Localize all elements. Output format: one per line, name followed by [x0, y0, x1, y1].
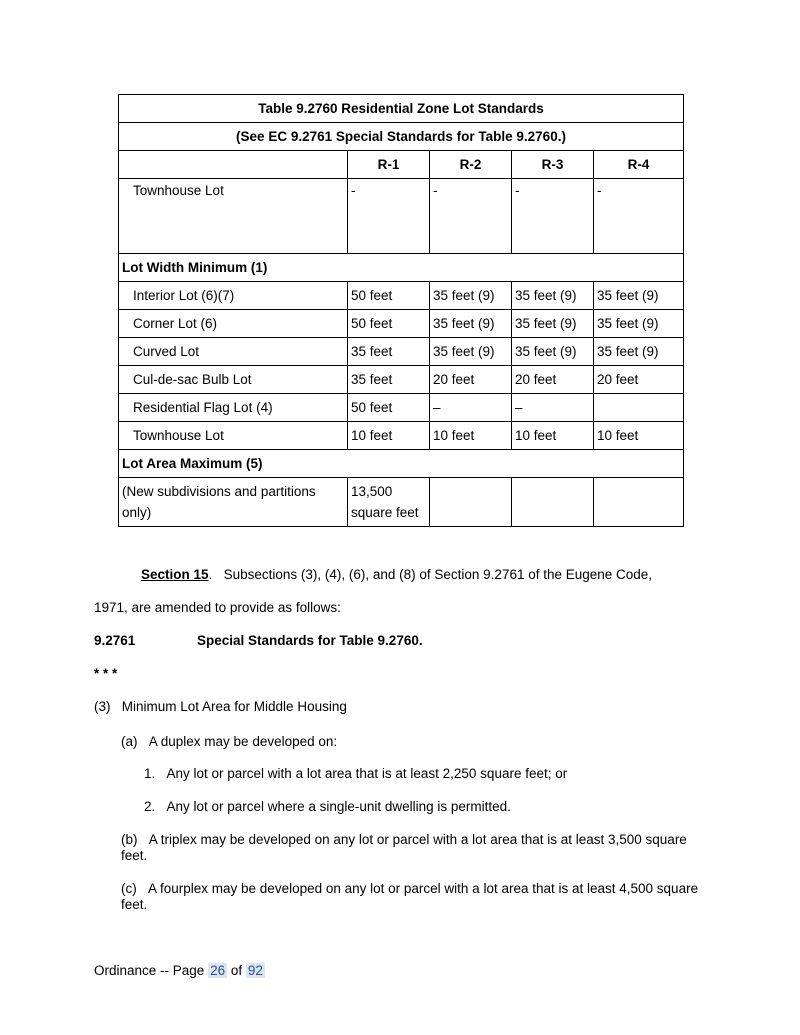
row-label: Cul-de-sac Bulb Lot: [119, 366, 348, 394]
row-label: Curved Lot: [119, 338, 348, 366]
row-label-line: (New subdivisions and partitions: [122, 484, 316, 499]
footer-page-number: 26: [210, 963, 226, 978]
row-label: Townhouse Lot: [119, 422, 348, 450]
row-label: [119, 478, 348, 527]
table-cell: -: [348, 179, 430, 254]
table-row: [119, 422, 684, 450]
table-cell: 10 feet: [512, 422, 594, 450]
table-cell: 50 feet: [348, 310, 430, 338]
heading-number: 9.2761: [94, 633, 136, 648]
section-row-lot-area: [119, 450, 684, 478]
item-a-1: 1. Any lot or parcel with a lot area that is at least 2,250 square feet; or: [144, 766, 568, 781]
column-header-r2: R-2: [430, 151, 512, 179]
column-header-r3: R-3: [512, 151, 594, 179]
table-cell: 35 feet (9): [512, 310, 594, 338]
table-subtitle: (See EC 9.2761 Special Standards for Table 9.2760.): [119, 123, 684, 151]
section-period: .: [208, 567, 213, 582]
row-label: Residential Flag Lot (4): [119, 394, 348, 422]
table-cell: [348, 478, 430, 527]
footer-prefix: Ordinance -- Page: [94, 963, 205, 978]
table-cell: –: [512, 394, 594, 422]
table-cell: -: [512, 179, 594, 254]
item-a-2: 2. Any lot or parcel where a single-unit dwelling is permitted.: [144, 799, 511, 814]
section-heading: Lot Area Maximum (5): [119, 450, 684, 478]
table-subtitle-row: [119, 123, 684, 151]
section-text-continued: 1971, are amended to provide as follows:: [94, 600, 341, 615]
section-label: Section 15: [141, 567, 209, 582]
cell-line: square feet: [351, 505, 419, 520]
table-cell: 50 feet: [348, 282, 430, 310]
section-text: Subsections (3), (4), (6), and (8) of Section 9.2761 of the Eugene Code,: [223, 567, 653, 582]
item-3: (3) Minimum Lot Area for Middle Housing: [94, 699, 347, 714]
cell-line: 13,500: [351, 484, 393, 499]
table-cell: 50 feet: [348, 394, 430, 422]
section-intro-line: [141, 567, 652, 582]
table-cell: -: [594, 179, 684, 254]
table-title-row: [119, 95, 684, 123]
table-cell: –: [430, 394, 512, 422]
section-row-lot-width: [119, 254, 684, 282]
table-title: Table 9.2760 Residential Zone Lot Standards: [119, 95, 684, 123]
item-b: (b) A triplex may be developed on any lot or parcel with a lot area that is at least 3,500 square feet.: [121, 832, 687, 863]
table-cell: [594, 478, 684, 527]
lot-standards-table: [118, 94, 684, 527]
table-cell: 10 feet: [348, 422, 430, 450]
table-cell: 20 feet: [430, 366, 512, 394]
table-cell: 35 feet (9): [430, 338, 512, 366]
table-cell: 35 feet: [348, 338, 430, 366]
footer-total-pages: 92: [247, 963, 263, 978]
table-header-row: [119, 151, 684, 179]
table-cell: 35 feet (9): [512, 338, 594, 366]
table-cell: -: [430, 179, 512, 254]
table-cell: 35 feet (9): [594, 310, 684, 338]
column-header-r1: R-1: [348, 151, 430, 179]
row-label-line: only): [122, 505, 152, 520]
table-row: [119, 179, 684, 254]
table-cell: 10 feet: [594, 422, 684, 450]
table-cell: 20 feet: [594, 366, 684, 394]
table-row: [119, 282, 684, 310]
table-cell: [512, 478, 594, 527]
table-row: [119, 366, 684, 394]
table-cell: 35 feet (9): [594, 338, 684, 366]
section-heading: Lot Width Minimum (1): [119, 254, 684, 282]
table-cell: 35 feet (9): [430, 310, 512, 338]
heading-title: Special Standards for Table 9.2760.: [197, 633, 423, 648]
table-cell: 35 feet: [348, 366, 430, 394]
table-cell: 20 feet: [512, 366, 594, 394]
footer-of: of: [230, 963, 243, 978]
table-row: [119, 310, 684, 338]
table-cell: 10 feet: [430, 422, 512, 450]
table-cell: [430, 478, 512, 527]
column-header-blank: [119, 151, 348, 179]
column-header-r4: R-4: [594, 151, 684, 179]
row-label: Corner Lot (6): [119, 310, 348, 338]
row-label: Townhouse Lot: [119, 179, 348, 254]
table-row: [119, 394, 684, 422]
table-row: [119, 338, 684, 366]
table-cell: [594, 394, 684, 422]
table-cell: 35 feet (9): [430, 282, 512, 310]
table-cell: 35 feet (9): [512, 282, 594, 310]
row-label: Interior Lot (6)(7): [119, 282, 348, 310]
item-c: (c) A fourplex may be developed on any lot or parcel with a lot area that is at least 4,500 square feet.: [121, 881, 699, 912]
table-row: [119, 478, 684, 527]
page-footer: [94, 963, 265, 978]
table-cell: 35 feet (9): [594, 282, 684, 310]
ellipsis: * * *: [94, 666, 118, 681]
item-a: (a) A duplex may be developed on:: [121, 734, 338, 749]
